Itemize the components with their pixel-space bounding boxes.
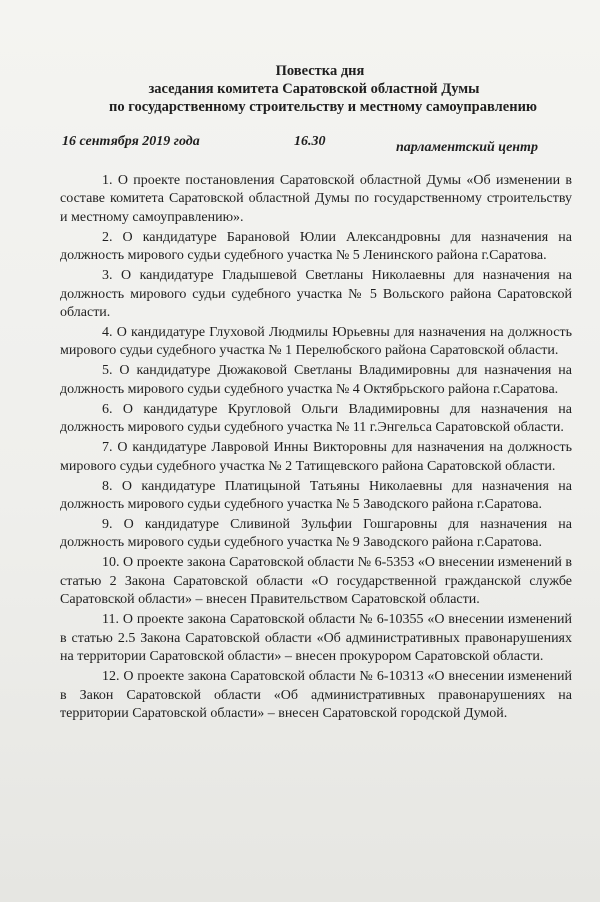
- meeting-time: 16.30: [294, 134, 326, 149]
- agenda-item: 2. О кандидатуре Барановой Юлии Александровны для назначения на должность мирового судьи судебного участка № 5 Ленинского района г.Саратова.: [60, 229, 572, 264]
- agenda-item: 4. О кандидатуре Глуховой Людмилы Юрьевны для назначения на должность мирового судьи судебного участка № 1 Перелюбского района Саратовской области.: [60, 325, 572, 359]
- agenda-item: 7. О кандидатуре Лавровой Инны Викторовны для назначения на должность мирового судьи судебного участка № 2 Татищевского района Саратовской области.: [60, 440, 572, 474]
- meeting-meta: [62, 134, 570, 156]
- agenda-item: 9. О кандидатуре Сливиной Зульфии Гошгаровны для назначения на должность мирового судьи судебного участка № 9 Заводского района г.Саратова.: [60, 517, 572, 551]
- committee-name: по государственному строительству и местному самоуправлению: [109, 99, 537, 115]
- agenda-item: 12. О проекте закона Саратовской области № 6-10313 «О внесении изменений в Закон Саратовской области «Об административных правонарушениях на территории Саратовской области» – внесен Саратовской городской Думой.: [60, 669, 572, 721]
- agenda-item: 8. О кандидатуре Платицыной Татьяны Николаевны для назначения на должность мирового судьи судебного участка № 5 Заводского района г.Саратова.: [60, 478, 572, 513]
- agenda-item: 6. О кандидатуре Кругловой Ольги Владимировны для назначения на должность мирового судьи судебного участка № 11 г.Энгельса Саратовской области.: [60, 401, 572, 436]
- agenda-title: Повестка дня: [275, 63, 365, 79]
- meeting-place: парламентский центр: [396, 140, 538, 155]
- agenda-item: 10. О проекте закона Саратовской области № 6-5353 «О внесении изменений в статью 2 Закона Саратовской области «О государственной гражданской службе Саратовской области» – внесен Правительством Саратовской области.: [60, 555, 572, 608]
- meeting-subtitle: заседания комитета Саратовской областной Думы: [148, 81, 480, 97]
- agenda-item: 5. О кандидатуре Дюжаковой Светланы Владимировны для назначения на должность мирового судьи судебного участка № 4 Октябрьского района г.Саратова.: [60, 363, 572, 397]
- meeting-date: 16 сентября 2019 года: [62, 134, 200, 149]
- agenda-header: [0, 62, 600, 116]
- agenda-item: 3. О кандидатуре Гладышевой Светланы Николаевны для назначения на должность мирового судьи судебного участка № 5 Вольского района Саратовской области.: [60, 268, 572, 321]
- agenda-item: 11. О проекте закона Саратовской области № 6-10355 «О внесении изменений в статью 2.5 Закона Саратовской области «Об административных правонарушениях на территории Саратовской области» – внесен прокурором Саратовской области.: [60, 612, 572, 665]
- agenda-list: [60, 172, 572, 725]
- agenda-item: 1. О проекте постановления Саратовской областной Думы «Об изменении в составе комитета Саратовской областной Думы по государственному строительству и местному самоуправлению».: [60, 173, 572, 225]
